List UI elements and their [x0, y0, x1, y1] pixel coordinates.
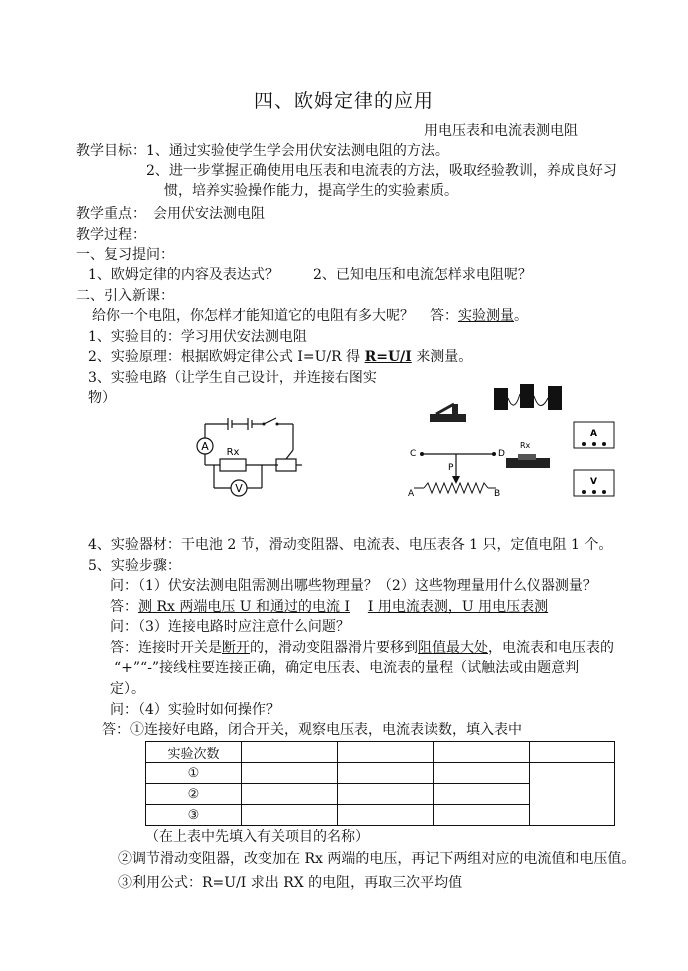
table-row-label: ①: [146, 763, 242, 784]
battery-icon: [494, 384, 562, 410]
table-cell[interactable]: [530, 742, 615, 763]
process-label: 教学过程：: [76, 227, 146, 243]
table-cell[interactable]: [434, 805, 530, 826]
table-note: （在上表中先填入有关项目的名称）: [145, 829, 369, 845]
circuit-resistor-label: Rx: [226, 447, 240, 458]
table-cell[interactable]: [338, 805, 434, 826]
key-label: 教学重点：: [76, 206, 146, 222]
slider-p-label: P: [448, 463, 454, 473]
principle-formula: R=U/I: [364, 349, 412, 365]
table-cell[interactable]: [242, 805, 338, 826]
intro-answer: [430, 307, 528, 325]
intro-answer-end: 。: [514, 308, 528, 324]
apparatus-illustration: [402, 378, 620, 503]
table-row-label: ③: [146, 805, 242, 826]
answer-3-text-3: ，电流表和电压表的: [488, 640, 614, 656]
answer-1-part-2: I 用电流表测，U 用电压表测: [367, 599, 549, 615]
table-row: [146, 763, 615, 784]
question-4: 问：（4）实验时如何操作？: [110, 702, 280, 718]
circuit-line-a: 3、实验电路（让学生自己设计，并连接右图实: [88, 370, 377, 386]
question-1-2: 问：（1）伏安法测电阻需测出哪些物理量？（2）这些物理量用什么仪器测量？: [110, 578, 597, 594]
table-cell[interactable]: [338, 763, 434, 784]
switch-icon: [430, 404, 466, 422]
resistor-rx-label: Rx: [520, 441, 531, 450]
answer-4: 答：①连接好电路，闭合开关，观察电压表，电流表读数，填入表中: [102, 722, 522, 738]
question-3: 问：（3）连接电路时应注意什么问题？: [110, 619, 350, 635]
table-merged-cell[interactable]: [530, 763, 615, 826]
section-2-heading: 二、引入新课：: [76, 288, 174, 304]
terminal-c-label: C: [410, 449, 417, 459]
principle-line: [88, 348, 472, 366]
circuit-diagram: [190, 410, 310, 505]
circuit-line-b: 物）: [88, 390, 116, 406]
voltmeter-label: V: [590, 477, 597, 487]
table-cell[interactable]: [434, 784, 530, 805]
intro-answer-text: 实验测量: [458, 308, 514, 324]
review-question-2: 2、已知电压和电流怎样求电阻呢？: [313, 267, 532, 283]
table-cell[interactable]: [434, 742, 530, 763]
table-cell[interactable]: [242, 784, 338, 805]
principle-text: 2、实验原理：根据欧姆定律公式 I=U/R 得: [88, 349, 365, 365]
terminal-d-label: D: [498, 449, 505, 459]
answer-3-underline-2: 阻值最大处: [418, 640, 488, 656]
goal-2a: 2、进一步掌握正确使用电压表和电流表的方法，吸取经验教训，养成良好习: [146, 163, 617, 179]
rheostat-icon: [414, 452, 496, 493]
answer-1-part-1: 测 Rx 两端电压 U 和通过的电流 I: [138, 599, 351, 615]
step-3: ③利用公式：R=U/I 求出 RX 的电阻，再取三次平均值: [118, 875, 463, 891]
answer-3-text-1: 答：连接时开关是: [110, 640, 222, 656]
table-cell[interactable]: [338, 742, 434, 763]
table-cell[interactable]: [242, 742, 338, 763]
goal-2b: 惯，培养实验操作能力，提高学生的实验素质。: [164, 183, 458, 199]
section-1-heading: 一、复习提问：: [76, 247, 174, 263]
key-text: 会用伏安法测电阻: [153, 206, 265, 222]
answer-1-2: [110, 598, 548, 616]
table-cell[interactable]: [434, 763, 530, 784]
principle-end: 来测量。: [411, 349, 473, 365]
answer-3-underline-1: 断开: [222, 640, 250, 656]
goals-label: 教学目标：: [76, 143, 146, 159]
ammeter-label: A: [590, 429, 597, 439]
table-row: [146, 742, 615, 763]
subtitle: 用电压表和电流表测电阻: [424, 123, 578, 139]
answer-3-line-a: [110, 639, 614, 657]
resistor-icon: [506, 454, 550, 468]
answer-3-line-c: 定）。: [110, 681, 145, 697]
table-row-label: ②: [146, 784, 242, 805]
purpose-line: 1、实验目的：学习用伏安法测电阻: [88, 329, 307, 345]
goal-1: 1、通过实验使学生学会用伏安法测电阻的方法。: [146, 143, 449, 159]
data-table: [145, 741, 615, 826]
answer-3-text-2: 的，滑动变阻器滑片要移到: [250, 640, 418, 656]
steps-heading: 5、实验步骤：: [88, 558, 181, 574]
answer-1-label: 答：: [110, 599, 138, 615]
intro-question: 给你一个电阻，你怎样才能知道它的电阻有多大呢？: [92, 308, 414, 324]
table-cell[interactable]: [242, 763, 338, 784]
page-title: 四、欧姆定律的应用: [254, 90, 435, 112]
table-cell[interactable]: [338, 784, 434, 805]
review-question-1: 1、欧姆定律的内容及表达式？: [88, 267, 279, 283]
equipment-line: 4、实验器材：干电池 2 节，滑动变阻器、电流表、电压表各 1 只，定值电阻 1 个。: [88, 537, 613, 553]
intro-answer-label: 答：: [430, 308, 458, 324]
terminal-a-label: A: [408, 489, 415, 499]
step-2: ②调节滑动变阻器，改变加在 Rx 两端的电压，再记下两组对应的电流值和电压值。: [118, 851, 636, 867]
terminal-b-label: B: [494, 489, 501, 499]
circuit-voltmeter-label: V: [235, 482, 243, 495]
table-header-cell: 实验次数: [146, 742, 242, 763]
answer-3-line-b: “+”“-”接线柱要连接正确，确定电压表、电流表的量程（试触法或由题意判: [114, 660, 580, 676]
circuit-ammeter-label: A: [201, 440, 209, 453]
